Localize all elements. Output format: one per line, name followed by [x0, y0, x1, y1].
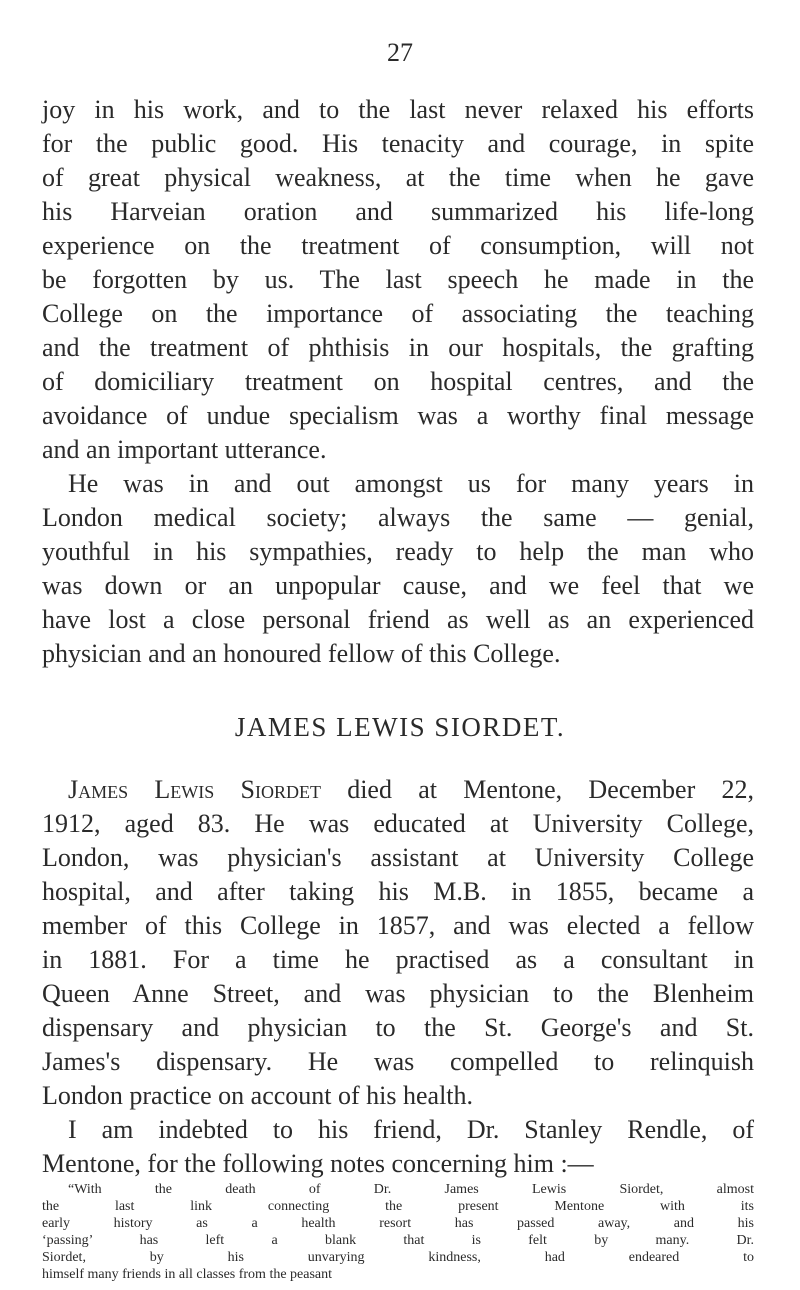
text-line: I am indebted to his friend, Dr. Stanley Rendle, of: [68, 1115, 754, 1144]
lead-line-rest: died at Mentone, December 22,: [320, 775, 754, 804]
text-line: early history as a health resort has passed away, and his: [42, 1216, 754, 1231]
text-line: London practice on account of his health.: [42, 1081, 474, 1110]
text-line: in 1881. For a time he practised as a consultant in: [42, 945, 754, 974]
text-line: and an important utterance.: [42, 435, 327, 464]
text-line: of great physical weakness, at the time when he gave: [42, 163, 754, 192]
text-line: himself many friends in all classes from the peasant: [42, 1267, 333, 1282]
text-line: London, was physician's assistant at University College: [42, 843, 754, 872]
text-line: be forgotten by us. The last speech he made in the: [42, 265, 754, 294]
text-line: Siordet, by his unvarying kindness, had endeared to: [42, 1250, 754, 1265]
text-line: [68, 773, 754, 807]
text-line: avoidance of undue specialism was a worthy final message: [42, 401, 754, 430]
text-line: youthful in his sympathies, ready to help the man who: [42, 537, 754, 566]
text-line: 1912, aged 83. He was educated at University College,: [42, 809, 754, 838]
text-line: experience on the treatment of consumption, will not: [42, 231, 754, 260]
text-line: Queen Anne Street, and was physician to the Blenheim: [42, 979, 754, 1008]
text-line: was down or an unpopular cause, and we feel that we: [42, 571, 754, 600]
section-heading: JAMES LEWIS SIORDET.: [234, 712, 566, 742]
text-line: have lost a close personal friend as well as an experienced: [42, 605, 754, 634]
text-line: physician and an honoured fellow of this College.: [42, 639, 561, 668]
page-number: 27: [387, 38, 413, 67]
text-line: joy in his work, and to the last never relaxed his efforts: [42, 95, 754, 124]
text-line: and the treatment of phthisis in our hospitals, the grafting: [42, 333, 754, 362]
text-line: He was in and out amongst us for many years in: [68, 469, 754, 498]
text-line: ‘passing’ has left a blank that is felt by many. Dr.: [42, 1233, 754, 1248]
text-line: the last link connecting the present Mentone with its: [42, 1199, 754, 1214]
text-line: dispensary and physician to the St. George's and St.: [42, 1013, 754, 1042]
text-line: hospital, and after taking his M.B. in 1855, became a: [42, 877, 754, 906]
text-line: his Harveian oration and summarized his life-long: [42, 197, 754, 226]
text-line: “With the death of Dr. James Lewis Siordet, almost: [68, 1182, 754, 1197]
text-line: College on the importance of associating the teaching: [42, 299, 754, 328]
text-line: member of this College in 1857, and was elected a fellow: [42, 911, 754, 940]
text-line: for the public good. His tenacity and courage, in spite: [42, 129, 754, 158]
text-line: of domiciliary treatment on hospital centres, and the: [42, 367, 754, 396]
text-line: London medical society; always the same — genial,: [42, 503, 754, 532]
lead-name: James Lewis Siordet: [68, 775, 321, 804]
text-line: Mentone, for the following notes concerning him :—: [42, 1149, 594, 1178]
text-line: James's dispensary. He was compelled to relinquish: [42, 1047, 754, 1076]
